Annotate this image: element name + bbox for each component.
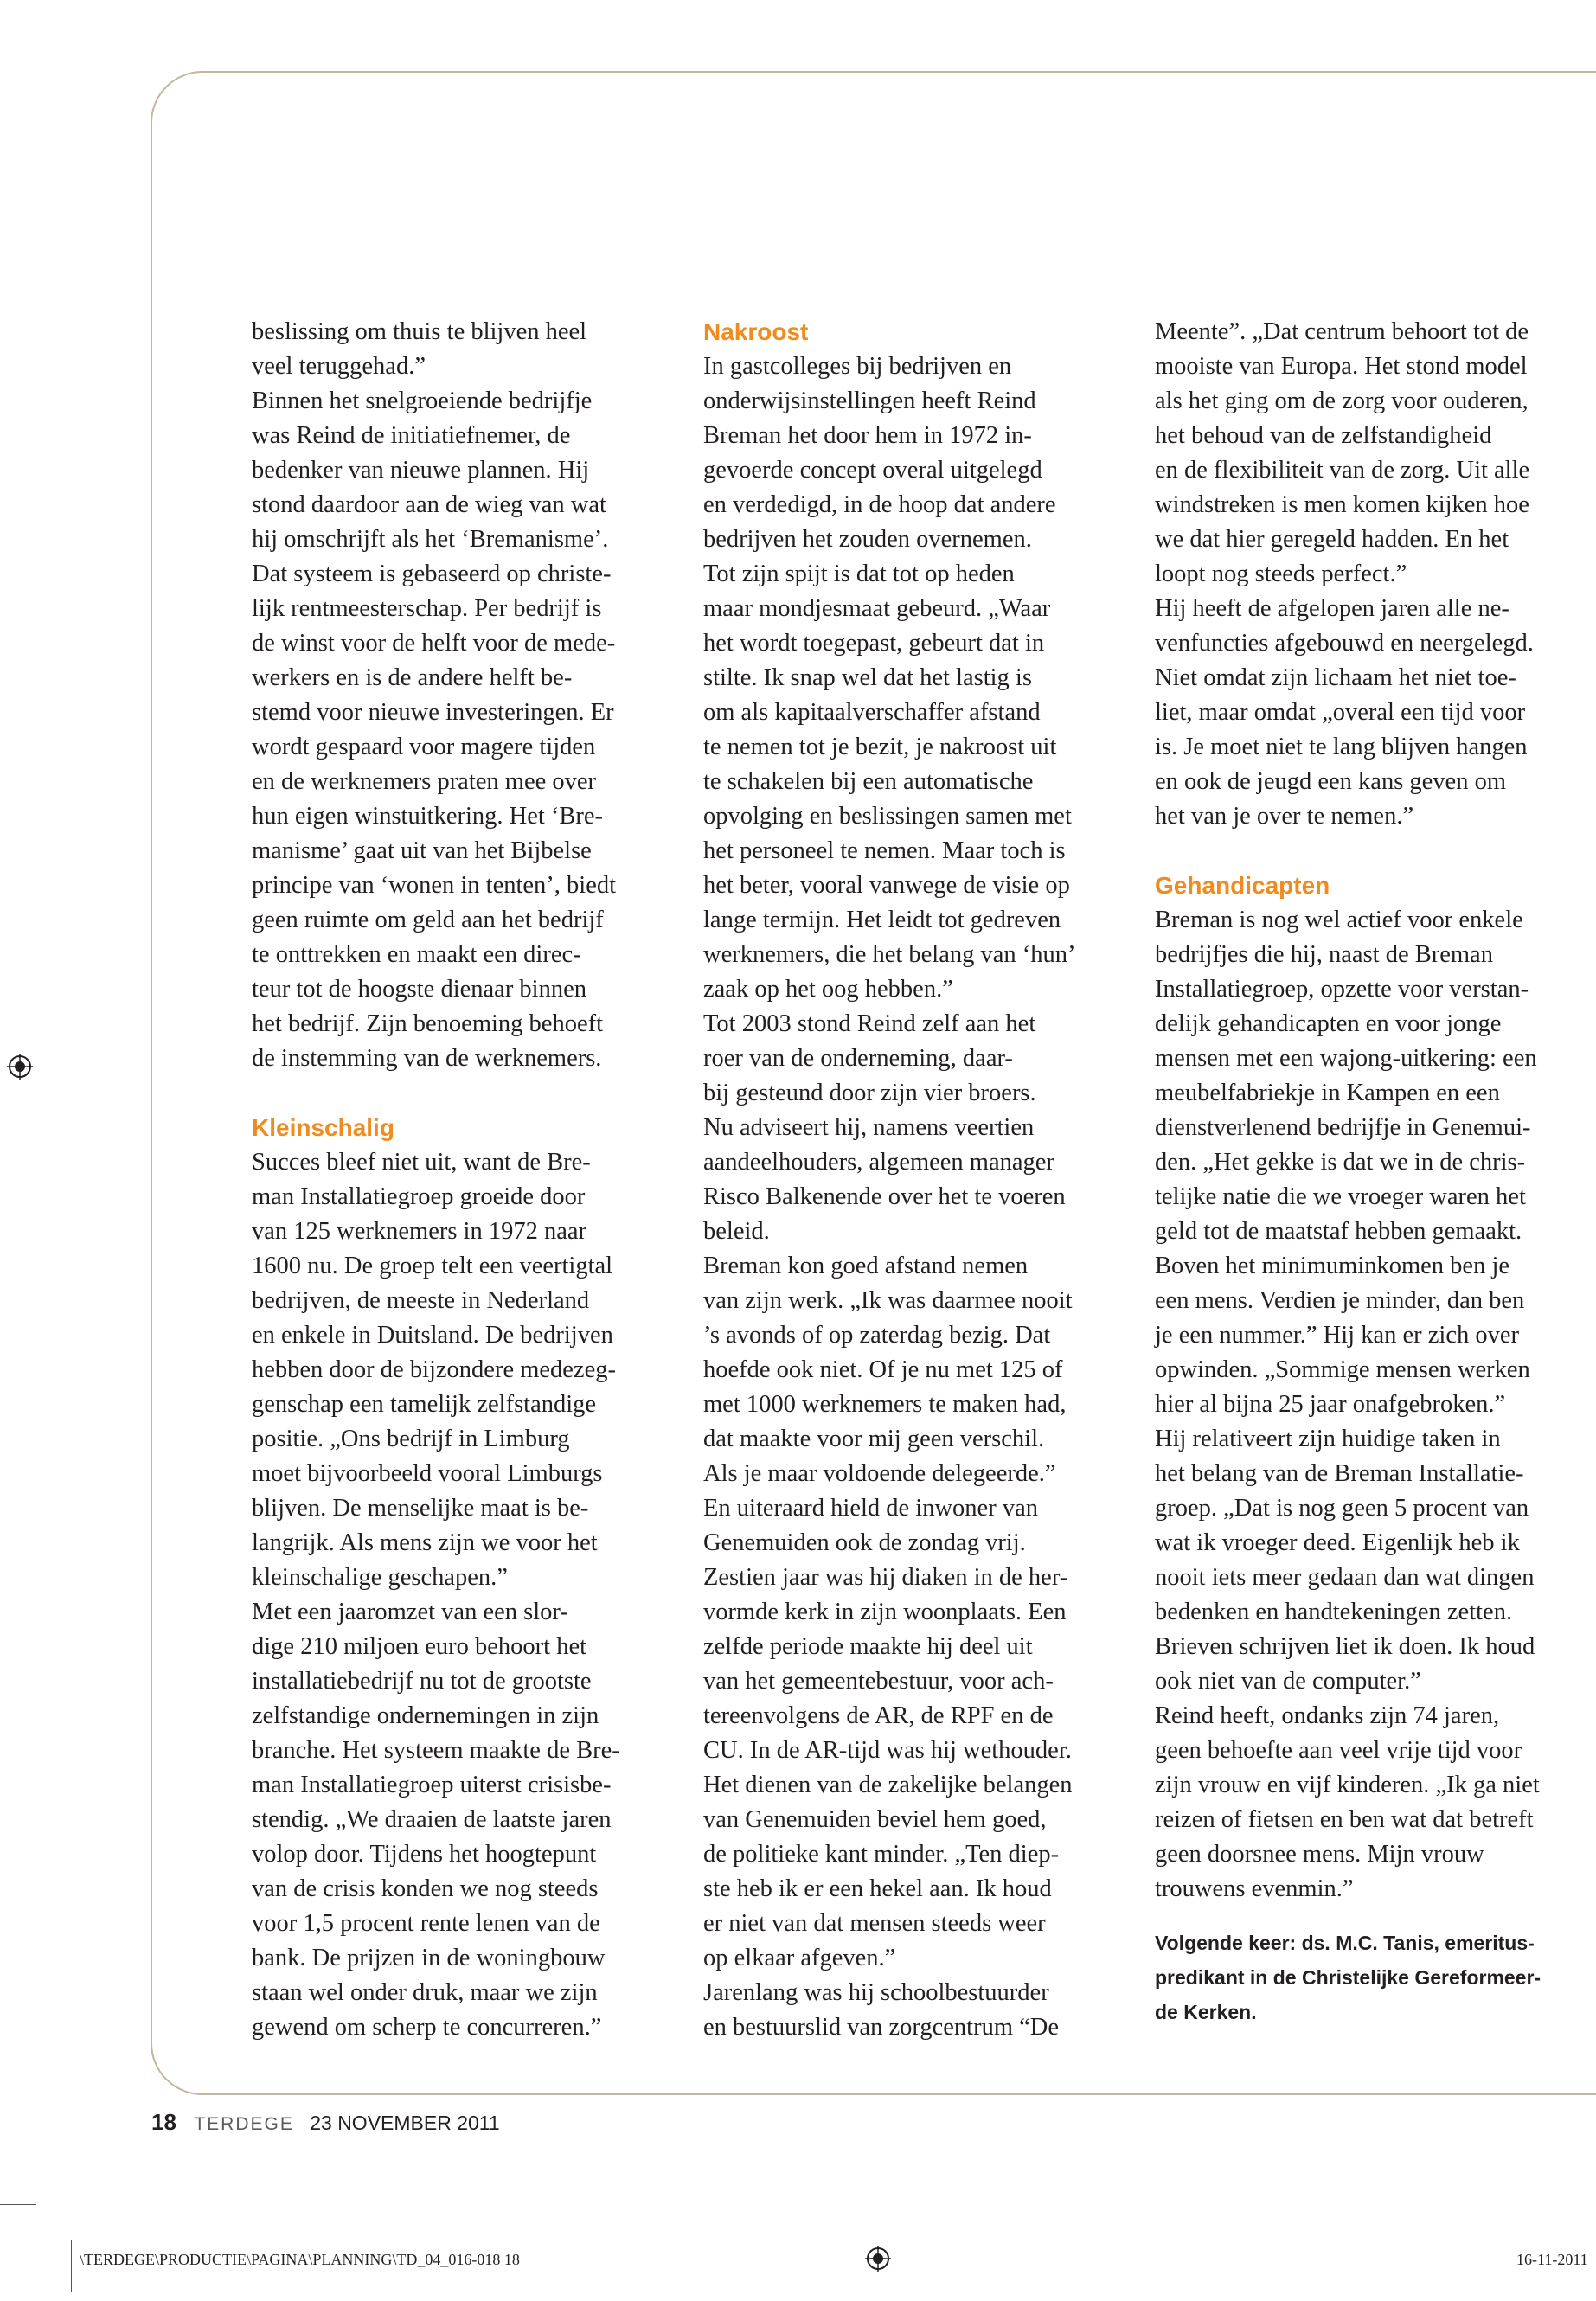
body-text-line: werkers en is de andere helft be- xyxy=(252,664,573,691)
body-text-line: ste heb ik er een hekel aan. Ik houd xyxy=(703,1875,1052,1902)
body-text-line: bedenken en handtekeningen zetten. xyxy=(1155,1599,1513,1625)
body-text-line: we dat hier geregeld hadden. En het xyxy=(1155,526,1509,553)
crop-mark-vertical xyxy=(71,2240,72,2292)
body-text-line: Reind heeft, ondanks zijn 74 jaren, xyxy=(1155,1702,1500,1729)
body-text-line: delijk gehandicapten en voor jonge xyxy=(1155,1010,1502,1037)
section-heading: Nakroost xyxy=(703,318,809,345)
body-text-line: loopt nog steeds perfect.” xyxy=(1155,561,1407,587)
body-text-line: Als je maar voldoende delegeerde.” xyxy=(703,1460,1056,1487)
body-text-line: hoefde ook niet. Of je nu met 125 of xyxy=(703,1356,1063,1383)
body-text-line: lijk rentmeesterschap. Per bedrijf is xyxy=(252,595,602,622)
magazine-name: TERDEGE xyxy=(194,2114,294,2134)
body-text-line: veel teruggehad.” xyxy=(252,353,426,380)
body-text-line: ook niet van de computer.” xyxy=(1155,1668,1421,1695)
body-text-line: man Installatiegroep groeide door xyxy=(252,1183,586,1210)
body-text-line: principe van ‘wonen in tenten’, biedt xyxy=(252,872,617,899)
body-text-line: den. „Het gekke is dat we in de chris- xyxy=(1155,1149,1526,1176)
body-text-line: een mens. Verdien je minder, dan ben xyxy=(1155,1287,1525,1314)
body-text-line: het personeel te nemen. Maar toch is xyxy=(703,837,1066,864)
body-text-line: geen behoefte aan veel vrije tijd voor xyxy=(1155,1737,1522,1764)
body-text-line: installatiebedrijf nu tot de grootste xyxy=(252,1668,592,1695)
body-text-line: zaak op het oog hebben.” xyxy=(703,976,953,1003)
body-text-line: het bedrijf. Zijn benoeming behoeft xyxy=(252,1010,603,1037)
body-text-line: geld tot de maatstaf hebben gemaakt. xyxy=(1155,1218,1522,1245)
body-text-line: van de crisis konden we nog steeds xyxy=(252,1875,599,1902)
body-text-line: gevoerde concept overal uitgelegd xyxy=(703,457,1042,484)
body-text-line: wordt gespaard voor magere tijden xyxy=(252,734,596,760)
body-text-line: lange termijn. Het leidt tot gedreven xyxy=(703,907,1061,933)
body-text-line: liet, maar omdat „overal een tijd voor xyxy=(1155,699,1526,726)
body-text-line: Genemuiden ook de zondag vrij. xyxy=(703,1529,1026,1556)
section-heading: Kleinschalig xyxy=(252,1114,394,1141)
body-text-line: en bestuurslid van zorgcentrum “De xyxy=(703,2014,1060,2041)
body-text-line: dige 210 miljoen euro behoort het xyxy=(252,1633,587,1660)
body-text-line: bedrijven het zouden overnemen. xyxy=(703,526,1032,553)
body-text-line: bij gesteund door zijn vier broers. xyxy=(703,1080,1036,1106)
body-text-line: Installatiegroep, opzette voor verstan- xyxy=(1155,976,1529,1003)
body-text-line: opwinden. „Sommige mensen werken xyxy=(1155,1356,1530,1383)
body-text-line: bedrijven, de meeste in Nederland xyxy=(252,1287,590,1314)
body-text-line: Niet omdat zijn lichaam het niet toe- xyxy=(1155,664,1516,691)
body-text-line: geen ruimte om geld aan het bedrijf xyxy=(252,907,604,933)
body-text-line: voor 1,5 procent rente lenen van de xyxy=(252,1910,600,1937)
body-text-line: Boven het minimuminkomen ben je xyxy=(1155,1253,1510,1279)
body-text-line: en de werknemers praten mee over xyxy=(252,768,597,795)
body-text-line: en enkele in Duitsland. De bedrijven xyxy=(252,1322,613,1349)
body-text-line: stemd voor nieuwe investeringen. Er xyxy=(252,699,614,726)
body-text-line: stendig. „We draaien de laatste jaren xyxy=(252,1806,612,1833)
body-text-line: man Installatiegroep uiterst crisisbe- xyxy=(252,1772,612,1798)
body-text-line: bedenker van nieuwe plannen. Hij xyxy=(252,457,590,484)
body-text-line: In gastcolleges bij bedrijven en xyxy=(703,353,1012,380)
body-text-line: kleinschalige geschapen.” xyxy=(252,1564,508,1591)
body-text-line: mooiste van Europa. Het stond model xyxy=(1155,353,1528,380)
body-text-line: de winst voor de helft voor de mede- xyxy=(252,630,616,657)
next-issue-note: predikant in de Christelijke Gereformeer- xyxy=(1155,1966,1542,1989)
page-number: 18 xyxy=(151,2109,176,2135)
body-text-line: te schakelen bij een automatische xyxy=(703,768,1034,795)
body-text-line: het belang van de Breman Installatie- xyxy=(1155,1460,1524,1487)
paragraph-gap xyxy=(252,1076,667,1111)
body-text-line: zelfstandige ondernemingen in zijn xyxy=(252,1702,599,1729)
body-text-line: van Genemuiden beviel hem goed, xyxy=(703,1806,1047,1833)
body-text-line: maar mondjesmaat gebeurd. „Waar xyxy=(703,595,1051,622)
body-text-line: en ook de jeugd een kans geven om xyxy=(1155,768,1506,795)
body-text-line: beleid. xyxy=(703,1218,770,1245)
body-text-line: van het gemeentebestuur, voor ach- xyxy=(703,1668,1054,1695)
body-text-line: Tot zijn spijt is dat tot op heden xyxy=(703,561,1015,587)
body-text-line: bank. De prijzen in de woningbouw xyxy=(252,1945,606,1971)
body-text-line: beslissing om thuis te blijven heel xyxy=(252,318,587,345)
body-text-line: bedrijfjes die hij, naast de Breman xyxy=(1155,941,1493,968)
body-text-line: en verdedigd, in de hoop dat andere xyxy=(703,491,1056,518)
body-text-line: meubelfabriekje in Kampen en een xyxy=(1155,1080,1500,1106)
body-text-line: Tot 2003 stond Reind zelf aan het xyxy=(703,1010,1036,1037)
body-text-line: aandeelhouders, algemeen manager xyxy=(703,1149,1054,1176)
column-2 xyxy=(703,315,1127,2045)
body-text-line: het wordt toegepast, gebeurt dat in xyxy=(703,630,1045,657)
body-text-line: Het dienen van de zakelijke belangen xyxy=(703,1772,1073,1798)
body-text-line: Binnen het snelgroeiende bedrijfje xyxy=(252,388,593,414)
body-text-line: windstreken is men komen kijken hoe xyxy=(1155,491,1529,518)
body-text-line: genschap een tamelijk zelfstandige xyxy=(252,1391,597,1418)
body-text-line: dat maakte voor mij geen verschil. xyxy=(703,1426,1045,1452)
slug-date: 16-11-2011 xyxy=(1516,2251,1588,2268)
body-text-line: mensen met een wajong-uitkering: een xyxy=(1155,1045,1537,1072)
body-text-line: telijke natie die we vroeger waren het xyxy=(1155,1183,1526,1210)
body-text-line: werknemers, die het belang van ‘hun’ xyxy=(703,941,1076,968)
body-text-line: hebben door de bijzondere medezeg- xyxy=(252,1356,616,1383)
body-text-line: was Reind de initiatiefnemer, de xyxy=(252,422,571,449)
body-text-line: nooit iets meer gedaan dan wat dingen xyxy=(1155,1564,1535,1591)
registration-mark-icon xyxy=(7,1054,33,1080)
body-text-line: moet bijvoorbeeld vooral Limburgs xyxy=(252,1460,603,1487)
issue-date: 23 NOVEMBER 2011 xyxy=(310,2112,500,2134)
body-text-line: met 1000 werknemers te maken had, xyxy=(703,1391,1067,1418)
body-text-line: hier al bijna 25 jaar onafgebroken.” xyxy=(1155,1391,1506,1418)
page-footer xyxy=(151,2109,500,2136)
body-text-line: je een nummer.” Hij kan er zich over xyxy=(1155,1322,1519,1349)
body-text-line: is. Je moet niet te lang blijven hangen xyxy=(1155,734,1528,760)
body-text-line: opvolging en beslissingen samen met xyxy=(703,803,1072,830)
body-text-line: langrijk. Als mens zijn we voor het xyxy=(252,1529,598,1556)
body-text-line: de instemming van de werknemers. xyxy=(252,1045,602,1072)
body-text-line: het behoud van de zelfstandigheid xyxy=(1155,422,1492,449)
body-text-line: om als kapitaalverschaffer afstand xyxy=(703,699,1041,726)
body-text-line: branche. Het systeem maakte de Bre- xyxy=(252,1737,620,1764)
body-text-line: als het ging om de zorg voor ouderen, xyxy=(1155,388,1529,414)
body-text-line: blijven. De menselijke maat is be- xyxy=(252,1495,589,1522)
column-1 xyxy=(252,315,667,2045)
body-text-line: Jarenlang was hij schoolbestuurder xyxy=(703,1979,1049,2006)
slug-path: \TERDEGE\PRODUCTIE\PAGINA\PLANNING\TD_04_016-018 18 xyxy=(80,2251,520,2268)
body-text-line: positie. „Ons bedrijf in Limburg xyxy=(252,1426,570,1452)
body-text-line: hij omschrijft als het ‘Bremanisme’. xyxy=(252,526,609,553)
paragraph-gap xyxy=(1155,834,1596,868)
body-text-line: stilte. Ik snap wel dat het lastig is xyxy=(703,664,1032,691)
body-text-line: te onttrekken en maakt een direc- xyxy=(252,941,581,968)
body-text-line: Zestien jaar was hij diaken in de her- xyxy=(703,1564,1068,1591)
body-text-line: van 125 werknemers in 1972 naar xyxy=(252,1218,587,1245)
body-text-line: Met een jaaromzet van een slor- xyxy=(252,1599,568,1625)
body-text-line: te nemen tot je bezit, je nakroost uit xyxy=(703,734,1057,760)
body-text-line: zelfde periode maakte hij deel uit xyxy=(703,1633,1033,1660)
body-text-line: venfuncties afgebouwd en neergelegd. xyxy=(1155,630,1534,657)
body-text-line: Brieven schrijven liet ik doen. Ik houd xyxy=(1155,1633,1535,1660)
body-text-line: er niet van dat mensen steeds weer xyxy=(703,1910,1046,1937)
body-text-line: het van je over te nemen.” xyxy=(1155,803,1414,830)
body-text-line: Nu adviseert hij, namens veertien xyxy=(703,1114,1035,1141)
body-text-line: dienstverlenend bedrijfje in Genemui- xyxy=(1155,1114,1531,1141)
body-text-line: Breman kon goed afstand nemen xyxy=(703,1253,1029,1279)
body-text-line: onderwijsinstellingen heeft Reind xyxy=(703,388,1036,414)
body-text-line: zijn vrouw en vijf kinderen. „Ik ga niet xyxy=(1155,1772,1540,1798)
body-text-line: Breman het door hem in 1972 in- xyxy=(703,422,1032,449)
body-text-line: Risco Balkenende over het te voeren xyxy=(703,1183,1066,1210)
body-text-line: de politieke kant minder. „Ten diep- xyxy=(703,1841,1060,1868)
body-text-line: geen doorsnee mens. Mijn vrouw xyxy=(1155,1841,1484,1868)
body-text-line: reizen of fietsen en ben wat dat betreft xyxy=(1155,1806,1534,1833)
body-text-line: teur tot de hoogste dienaar binnen xyxy=(252,976,587,1003)
body-text-line: ’s avonds of op zaterdag bezig. Dat xyxy=(703,1322,1051,1349)
body-text-line: het beter, vooral vanwege de visie op xyxy=(703,872,1070,899)
body-text-line: van zijn werk. „Ik was daarmee nooit xyxy=(703,1287,1073,1314)
body-text-line: Meente”. „Dat centrum behoort tot de xyxy=(1155,318,1529,345)
body-text-line: tereenvolgens de AR, de RPF en de xyxy=(703,1702,1054,1729)
body-text-line: Dat systeem is gebaseerd op christe- xyxy=(252,561,612,587)
body-text-line: 1600 nu. De groep telt een veertigtal xyxy=(252,1253,613,1279)
registration-mark-icon xyxy=(865,2246,891,2272)
body-text-line: wat ik vroeger deed. Eigenlijk heb ik xyxy=(1155,1529,1520,1556)
body-text-line: CU. In de AR-tijd was hij wethouder. xyxy=(703,1737,1072,1764)
body-text-line: groep. „Dat is nog geen 5 procent van xyxy=(1155,1495,1529,1522)
section-heading: Gehandicapten xyxy=(1155,872,1330,899)
body-text-line: stond daardoor aan de wieg van wat xyxy=(252,491,606,518)
body-text-line: Hij relativeert zijn huidige taken in xyxy=(1155,1426,1501,1452)
body-text-line: hun eigen winstuitkering. Het ‘Bre- xyxy=(252,803,604,830)
body-text-line: en de flexibiliteit van de zorg. Uit alle xyxy=(1155,457,1530,484)
body-text-line: gewend om scherp te concurreren.” xyxy=(252,2014,602,2041)
body-text-line: vormde kerk in zijn woonplaats. Een xyxy=(703,1599,1067,1625)
crop-mark-horizontal xyxy=(0,2204,36,2205)
next-issue-note: de Kerken. xyxy=(1155,2001,1257,2023)
body-text-line: manisme’ gaat uit van het Bijbelse xyxy=(252,837,592,864)
body-text-line: staan wel onder druk, maar we zijn xyxy=(252,1979,598,2006)
body-text-line: Hij heeft de afgelopen jaren alle ne- xyxy=(1155,595,1509,622)
body-text-line: En uiteraard hield de inwoner van xyxy=(703,1495,1038,1522)
body-text-line: trouwens evenmin.” xyxy=(1155,1875,1354,1902)
column-3 xyxy=(1155,315,1596,2029)
body-text-line: roer van de onderneming, daar- xyxy=(703,1045,1013,1072)
body-text-line: Breman is nog wel actief voor enkele xyxy=(1155,907,1523,933)
body-text-line: op elkaar afgeven.” xyxy=(703,1945,896,1971)
body-text-line: Succes bleef niet uit, want de Bre- xyxy=(252,1149,591,1176)
next-issue-note: Volgende keer: ds. M.C. Tanis, emeritus- xyxy=(1155,1932,1535,1954)
body-text-line: volop door. Tijdens het hoogtepunt xyxy=(252,1841,597,1868)
